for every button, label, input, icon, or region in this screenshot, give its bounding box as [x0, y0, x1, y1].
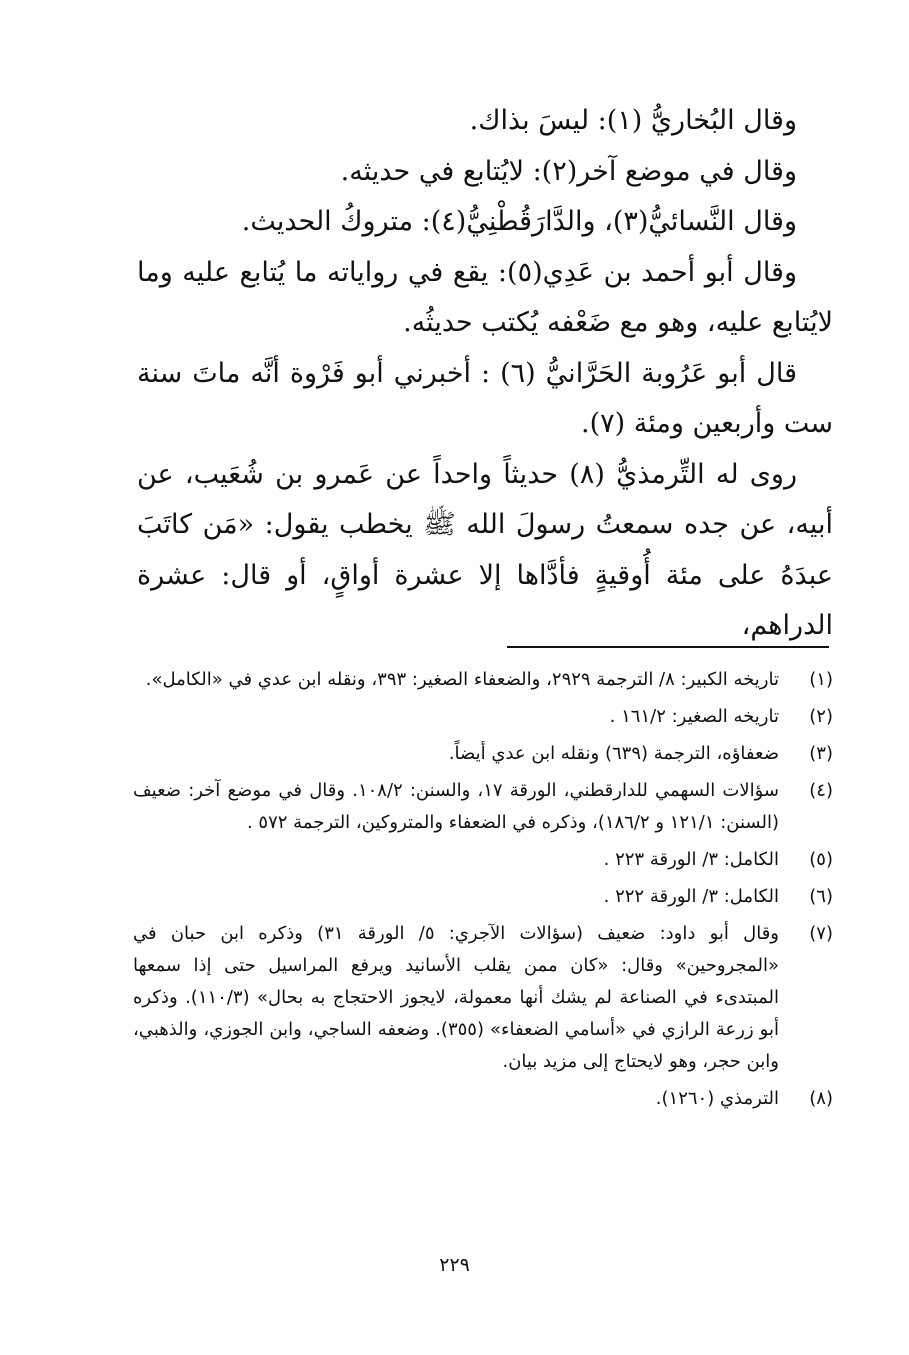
footnote-5 — [133, 844, 833, 876]
footnote-number: (٦) — [809, 886, 833, 907]
footnote-number: (٣) — [809, 743, 833, 764]
footnote-2 — [133, 701, 833, 733]
paragraph-tirmidhi: روى له التِّرمذيُّ (٨) حديثاً واحداً عن عَمرو بن شُعَيب، عن أبيه، عن جده سمعتُ رسولَ الله ﷺ يخطب يقول: «مَن كاتَبَ عبدَهُ على مئة أُوقيةٍ فأدَّاها إلا عشرة أواقٍ، أو قال: عشرة الدراهم، — [137, 458, 833, 641]
footnote-4 — [133, 775, 833, 839]
footnote-8 — [133, 1083, 833, 1115]
footnote-text: ضعفاؤه، الترجمة (٦٣٩) ونقله ابن عدي أيضاً. — [448, 743, 779, 764]
paragraph-abu-aruba: قال أبو عَرُوبة الحَرَّانيُّ (٦) : أخبرني أبو فَرْوة أنَّه ماتَ سنة ست وأربعين ومئة (٧). — [137, 357, 833, 439]
paragraph-bukhari-other: وقال في موضع آخر(٢): لايُتابع في حديثه. — [340, 155, 797, 187]
main-text — [137, 96, 833, 652]
footnote-6 — [133, 881, 833, 913]
footnote-text: الترمذي (١٢٦٠). — [655, 1088, 779, 1109]
footnotes — [133, 664, 833, 1120]
footnote-text: وقال أبو داود: ضعيف (سؤالات الآجري: ٥/ الورقة ٣١) وذكره ابن حبان في «المجروحين» وقال: «كان ممن يقلب الأسانيد ويرفع المراسيل حتى إذا سمعها المبتدىء في الصناعة لم يشك أنها معمولة، لايجوز الاحتجاج به بحال» (١١٠/٣). وذكره أبو زرعة الرازي في «أسامي الضعفاء» (٣٥٥). وضعفه الساجي، وابن الجوزي، والذهبي، وابن حجر، وهو لايحتاج إلى مزيد بيان. — [133, 923, 779, 1072]
footnote-number: (٥) — [809, 849, 833, 870]
footnote-text: الكامل: ٣/ الورقة ٢٢٣ . — [603, 849, 779, 870]
footnote-number: (٧) — [809, 923, 833, 944]
footnote-text: الكامل: ٣/ الورقة ٢٢٢ . — [603, 886, 779, 907]
footnote-text: تاريخه الكبير: ٨/ الترجمة ٢٩٢٩، والضعفاء الصغير: ٣٩٣، ونقله ابن عدي في «الكامل». — [145, 669, 779, 690]
footnote-1 — [133, 664, 833, 696]
paragraph-bukhari: وقال البُخاريُّ (١): ليسَ بذاك. — [469, 105, 797, 136]
paragraph-nasai-daraqutni: وقال النَّسائيُّ(٣)، والدَّارَقُطْنِيُّ(٤): متروكُ الحديث. — [241, 206, 797, 237]
footnote-number: (٢) — [809, 706, 833, 727]
footnote-number: (٨) — [809, 1088, 833, 1109]
paragraph-ibn-adi: وقال أبو أحمد بن عَدِي(٥): يقع في رواياته ما يُتابع عليه وما لايُتابع عليه، وهو مع ضَعْفه يُكتب حديثُه. — [137, 256, 833, 338]
page-number: ٢٢٩ — [439, 1254, 470, 1276]
footnote-separator — [507, 646, 829, 648]
footnote-3 — [133, 738, 833, 770]
footnote-text: تاريخه الصغير: ١٦١/٢ . — [609, 706, 779, 727]
footnote-number: (١) — [809, 669, 833, 690]
footnote-7 — [133, 918, 833, 1078]
footnote-text: سؤالات السهمي للدارقطني، الورقة ١٧، والسنن: ١٠٨/٢. وقال في موضع آخر: ضعيف (السنن: ١٢١/١ و ١٨٦/٢)، وذكره في الضعفاء والمتروكين، الترجمة ٥٧٢ . — [133, 780, 779, 833]
footnote-number: (٤) — [809, 780, 833, 801]
